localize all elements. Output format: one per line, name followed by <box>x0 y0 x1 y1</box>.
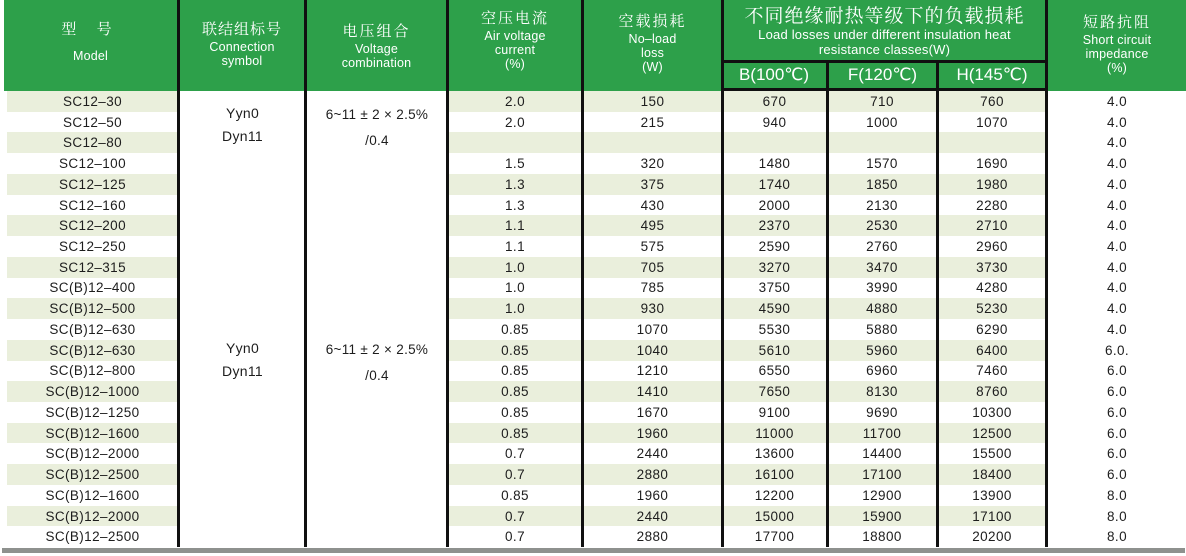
model-cell: SC(B)12–800 <box>49 363 136 379</box>
loss-b-cell <box>723 132 826 153</box>
model-cell: SC(B)12–1000 <box>7 381 178 402</box>
loss-h-cell: 1690 <box>976 156 1008 172</box>
loss-f-cell: 2530 <box>828 215 936 236</box>
loss-h-cell <box>938 132 1046 153</box>
header-model-zh: 型 号 <box>61 21 120 38</box>
air-current-cell: 0.85 <box>501 363 529 379</box>
air-current-cell: 0.7 <box>448 506 582 527</box>
no-load-loss-cell: 215 <box>640 114 665 130</box>
column-divider <box>826 62 829 547</box>
model-cell: SC(B)12–2500 <box>7 464 178 485</box>
column-divider <box>1045 0 1048 547</box>
model-cell: SC(B)12–2000 <box>7 506 178 527</box>
loss-f-cell: 14400 <box>862 446 902 462</box>
table-row <box>4 132 1186 153</box>
loss-b-cell: 7650 <box>723 381 826 402</box>
loss-f-cell: 18800 <box>862 529 902 545</box>
loss-b-cell: 940 <box>762 114 787 130</box>
no-load-loss-cell: 375 <box>583 174 722 195</box>
air-current-cell: 1.1 <box>448 215 582 236</box>
model-cell: SC(B)12–1600 <box>45 487 140 503</box>
model-cell: SC12–250 <box>58 239 126 254</box>
air-current-cell: 1.1 <box>505 239 525 254</box>
loss-h-cell: 13900 <box>972 487 1012 503</box>
loss-h-cell: 6290 <box>976 321 1008 337</box>
loss-b-cell: 3750 <box>758 280 791 296</box>
loss-b-cell: 5610 <box>723 340 826 361</box>
air-current-cell <box>448 132 582 153</box>
model-cell: SC12–315 <box>7 257 178 278</box>
loss-f-cell: 6960 <box>866 363 898 379</box>
header-connection-zh: 联结组标号 <box>201 21 282 38</box>
impedance-cell: 4.0 <box>1107 93 1127 109</box>
loss-f-cell <box>828 132 936 153</box>
voltage-combination-line: /0.4 <box>365 368 389 383</box>
loss-h-cell: 7460 <box>976 363 1008 379</box>
loss-f-cell: 5960 <box>828 340 936 361</box>
header-noload-en2: loss <box>640 46 665 60</box>
loss-b-cell: 670 <box>723 91 826 112</box>
header-model-en: Model <box>72 49 109 63</box>
header-impedance-en2: impedance <box>1085 47 1149 61</box>
column-divider <box>936 62 939 547</box>
header-voltage-en2: combination <box>341 56 412 70</box>
air-current-cell: 0.85 <box>501 321 529 337</box>
column-divider <box>721 0 724 547</box>
loss-f-cell: 9690 <box>866 404 898 420</box>
model-cell: SC(B)12–1600 <box>7 423 178 444</box>
loss-f-cell: 1570 <box>866 156 898 172</box>
loss-h-cell: 1980 <box>938 174 1046 195</box>
loss-f-cell: 17100 <box>828 464 936 485</box>
air-current-cell: 1.5 <box>505 156 525 172</box>
table-row <box>4 236 1186 257</box>
table-row <box>4 112 1186 133</box>
air-current-cell: 0.85 <box>448 340 582 361</box>
loss-h-cell: 4280 <box>976 280 1008 296</box>
loss-h-cell: 17100 <box>938 506 1046 527</box>
air-current-cell: 1.0 <box>448 298 582 319</box>
air-current-cell: 0.85 <box>501 404 529 420</box>
column-divider <box>304 0 307 547</box>
header-connection-en2: symbol <box>221 54 263 68</box>
model-cell: SC(B)12–630 <box>7 340 178 361</box>
loss-h-cell: 5230 <box>938 298 1046 319</box>
loss-h-cell: 3730 <box>938 257 1046 278</box>
table-row <box>4 381 1186 402</box>
header-noload-zh: 空载损耗 <box>618 13 687 30</box>
connection-symbol-line: Dyn11 <box>222 128 263 144</box>
no-load-loss-cell: 2440 <box>583 506 722 527</box>
impedance-cell: 6.0 <box>1107 384 1127 400</box>
no-load-loss-cell <box>583 132 722 153</box>
loss-b-cell: 1740 <box>723 174 826 195</box>
loss-h-cell: 12500 <box>938 423 1046 444</box>
loss-b-cell: 1480 <box>758 156 791 172</box>
header-class-h: H(145℃) <box>956 65 1028 84</box>
loss-h-cell: 18400 <box>938 464 1046 485</box>
column-divider <box>177 0 180 547</box>
loss-h-cell: 1070 <box>976 114 1008 130</box>
impedance-cell: 6.0. <box>1104 342 1130 358</box>
model-cell: SC12–80 <box>7 132 178 153</box>
no-load-loss-cell: 1960 <box>583 423 722 444</box>
loss-f-cell: 1000 <box>866 114 898 130</box>
voltage-combination-line: 6~11 ± 2 × 2.5% <box>325 342 429 357</box>
column-divider <box>446 0 449 547</box>
no-load-loss-cell: 785 <box>640 280 665 296</box>
no-load-loss-cell: 1210 <box>636 363 669 379</box>
impedance-cell: 4.0 <box>1107 197 1127 213</box>
loss-b-cell: 9100 <box>758 404 791 420</box>
impedance-cell: 4.0 <box>1107 156 1127 172</box>
no-load-loss-cell: 1960 <box>636 487 669 503</box>
impedance-cell: 6.0 <box>1107 404 1127 420</box>
loss-h-cell: 2960 <box>976 239 1008 254</box>
loss-h-cell: 760 <box>938 91 1046 112</box>
loss-b-cell: 6550 <box>758 363 791 379</box>
header-class-b: B(100℃) <box>738 65 810 84</box>
loss-f-cell: 3990 <box>866 280 898 296</box>
table-row <box>4 443 1186 464</box>
loss-f-cell: 2760 <box>866 239 898 254</box>
table-row <box>4 361 1186 382</box>
impedance-cell: 4.0 <box>1107 321 1127 337</box>
loss-b-cell: 11000 <box>723 423 826 444</box>
table-row <box>4 195 1186 216</box>
header-class-f: F(120℃) <box>847 65 918 84</box>
table-row <box>4 319 1186 340</box>
header-air-en3: (%) <box>504 57 526 71</box>
header-air-zh: 空压电流 <box>480 10 549 27</box>
connection-symbol-line: Dyn11 <box>222 363 263 379</box>
subheader-top-divider <box>721 60 1048 63</box>
loss-b-cell: 2370 <box>723 215 826 236</box>
loss-b-cell: 2590 <box>758 239 791 254</box>
impedance-cell: 4.0 <box>1107 280 1127 296</box>
voltage-combination-line: 6~11 ± 2 × 2.5% <box>325 107 429 122</box>
air-current-cell: 0.7 <box>505 446 525 462</box>
header-impedance-en3: (%) <box>1106 61 1128 75</box>
no-load-loss-cell: 150 <box>583 91 722 112</box>
model-cell: SC12–100 <box>58 156 126 172</box>
air-current-cell: 2.0 <box>448 91 582 112</box>
loss-h-cell: 6400 <box>938 340 1046 361</box>
subheader-bottom-divider <box>721 88 1048 91</box>
header-load-losses-en2: resistance classes(W) <box>818 41 951 57</box>
header-impedance-en1: Short circuit <box>1082 33 1152 47</box>
table-row <box>4 506 1186 527</box>
loss-b-cell: 17700 <box>754 529 795 545</box>
air-current-cell: 1.3 <box>505 197 525 213</box>
table-row <box>4 257 1186 278</box>
table-row <box>4 402 1186 423</box>
loss-f-cell: 710 <box>828 91 936 112</box>
no-load-loss-cell: 1670 <box>636 404 669 420</box>
header-load-losses-zh: 不同绝缘耐热等级下的负载损耗 <box>744 6 1025 27</box>
header-model <box>4 20 177 63</box>
column-divider <box>581 0 584 547</box>
impedance-cell: 6.0 <box>1107 467 1127 483</box>
table-row <box>4 278 1186 299</box>
model-cell: SC12–30 <box>7 91 178 112</box>
impedance-cell: 4.0 <box>1107 259 1127 275</box>
loss-h-cell: 2280 <box>976 197 1008 213</box>
loss-b-cell: 12200 <box>754 487 795 503</box>
air-current-cell: 0.7 <box>448 464 582 485</box>
header-connection-en1: Connection <box>209 40 275 54</box>
air-current-cell: 0.85 <box>448 381 582 402</box>
impedance-cell: 6.0 <box>1107 425 1127 441</box>
loss-f-cell: 15900 <box>828 506 936 527</box>
table-row <box>4 526 1186 547</box>
loss-b-cell: 15000 <box>723 506 826 527</box>
table-row <box>4 485 1186 506</box>
air-current-cell: 0.7 <box>505 529 525 545</box>
air-current-cell: 1.0 <box>505 280 525 296</box>
table-body <box>4 91 1186 547</box>
header-voltage-en1: Voltage <box>354 42 399 56</box>
loss-b-cell: 16100 <box>723 464 826 485</box>
table-row <box>4 153 1186 174</box>
air-current-cell: 1.0 <box>448 257 582 278</box>
air-current-cell: 1.3 <box>448 174 582 195</box>
header-load-losses-en1: Load losses under different insulation heat <box>758 27 1011 42</box>
loss-f-cell: 3470 <box>828 257 936 278</box>
no-load-loss-cell: 575 <box>640 239 665 254</box>
loss-b-cell: 3270 <box>723 257 826 278</box>
impedance-cell: 4.0 <box>1107 135 1127 151</box>
impedance-cell: 4.0 <box>1107 218 1127 234</box>
header-connection-symbol <box>180 20 304 68</box>
loss-b-cell: 2000 <box>758 197 791 213</box>
no-load-loss-cell: 2440 <box>636 446 669 462</box>
header-air-voltage-current <box>449 9 581 71</box>
impedance-cell: 4.0 <box>1107 114 1127 130</box>
model-cell: SC(B)12–500 <box>7 298 178 319</box>
loss-h-cell: 8760 <box>938 381 1046 402</box>
model-cell: SC12–160 <box>58 197 126 213</box>
model-cell: SC(B)12–1250 <box>45 404 140 420</box>
connection-symbol-line: Yyn0 <box>225 105 260 121</box>
loss-f-cell: 2130 <box>866 197 898 213</box>
loss-f-cell: 4880 <box>828 298 936 319</box>
header-noload-en3: (W) <box>642 60 663 74</box>
impedance-cell: 6.0 <box>1107 363 1127 379</box>
loss-b-cell: 4590 <box>723 298 826 319</box>
header-voltage-combination <box>307 22 446 70</box>
loss-f-cell: 8130 <box>828 381 936 402</box>
impedance-cell: 8.0 <box>1107 508 1127 524</box>
loss-h-cell: 20200 <box>972 529 1012 545</box>
header-air-en2: current <box>494 43 536 57</box>
no-load-loss-cell: 495 <box>583 215 722 236</box>
header-no-load-loss <box>584 12 721 74</box>
table-row <box>4 91 1186 112</box>
table-row <box>4 174 1186 195</box>
header-short-circuit-impedance <box>1048 13 1186 75</box>
table-row <box>4 215 1186 236</box>
model-cell: SC12–200 <box>7 215 178 236</box>
model-cell: SC(B)12–2500 <box>45 529 140 545</box>
model-cell: SC12–50 <box>62 114 123 130</box>
impedance-cell: 8.0 <box>1107 487 1127 503</box>
no-load-loss-cell: 930 <box>583 298 722 319</box>
model-cell: SC(B)12–2000 <box>45 446 140 462</box>
impedance-cell: 4.0 <box>1107 176 1127 192</box>
header-load-losses-group <box>724 5 1045 57</box>
loss-f-cell: 11700 <box>828 423 936 444</box>
header-air-en1: Air voltage <box>484 29 546 43</box>
no-load-loss-cell: 1410 <box>583 381 722 402</box>
header-noload-en1: No–load <box>628 32 677 46</box>
loss-h-cell: 15500 <box>972 446 1012 462</box>
impedance-cell: 8.0 <box>1107 529 1127 545</box>
model-cell: SC12–125 <box>7 174 178 195</box>
table-row <box>4 340 1186 361</box>
no-load-loss-cell: 430 <box>640 197 665 213</box>
impedance-cell: 4.0 <box>1107 239 1127 254</box>
no-load-loss-cell: 1070 <box>636 321 669 337</box>
no-load-loss-cell: 2880 <box>636 529 669 545</box>
model-cell: SC(B)12–630 <box>49 321 136 337</box>
loss-b-cell: 5530 <box>758 321 791 337</box>
model-cell: SC(B)12–400 <box>49 280 136 296</box>
air-current-cell: 0.85 <box>501 487 529 503</box>
table-row <box>4 423 1186 444</box>
loss-f-cell: 12900 <box>862 487 902 503</box>
loss-f-cell: 1850 <box>828 174 936 195</box>
table-row <box>4 298 1186 319</box>
no-load-loss-cell: 1040 <box>583 340 722 361</box>
air-current-cell: 2.0 <box>505 114 525 130</box>
loss-f-cell: 5880 <box>866 321 898 337</box>
table-bottom-bar <box>2 548 1185 553</box>
header-impedance-zh: 短路抗阻 <box>1082 14 1151 31</box>
impedance-cell: 6.0 <box>1107 446 1127 462</box>
no-load-loss-cell: 2880 <box>583 464 722 485</box>
header-voltage-zh: 电压组合 <box>342 23 411 40</box>
no-load-loss-cell: 320 <box>640 156 665 172</box>
impedance-cell: 4.0 <box>1107 301 1127 317</box>
loss-b-cell: 13600 <box>754 446 795 462</box>
loss-h-cell: 10300 <box>972 404 1012 420</box>
air-current-cell: 0.85 <box>448 423 582 444</box>
table-row <box>4 464 1186 485</box>
connection-symbol-line: Yyn0 <box>225 340 260 356</box>
loss-h-cell: 2710 <box>938 215 1046 236</box>
voltage-combination-line: /0.4 <box>365 133 389 148</box>
no-load-loss-cell: 705 <box>583 257 722 278</box>
